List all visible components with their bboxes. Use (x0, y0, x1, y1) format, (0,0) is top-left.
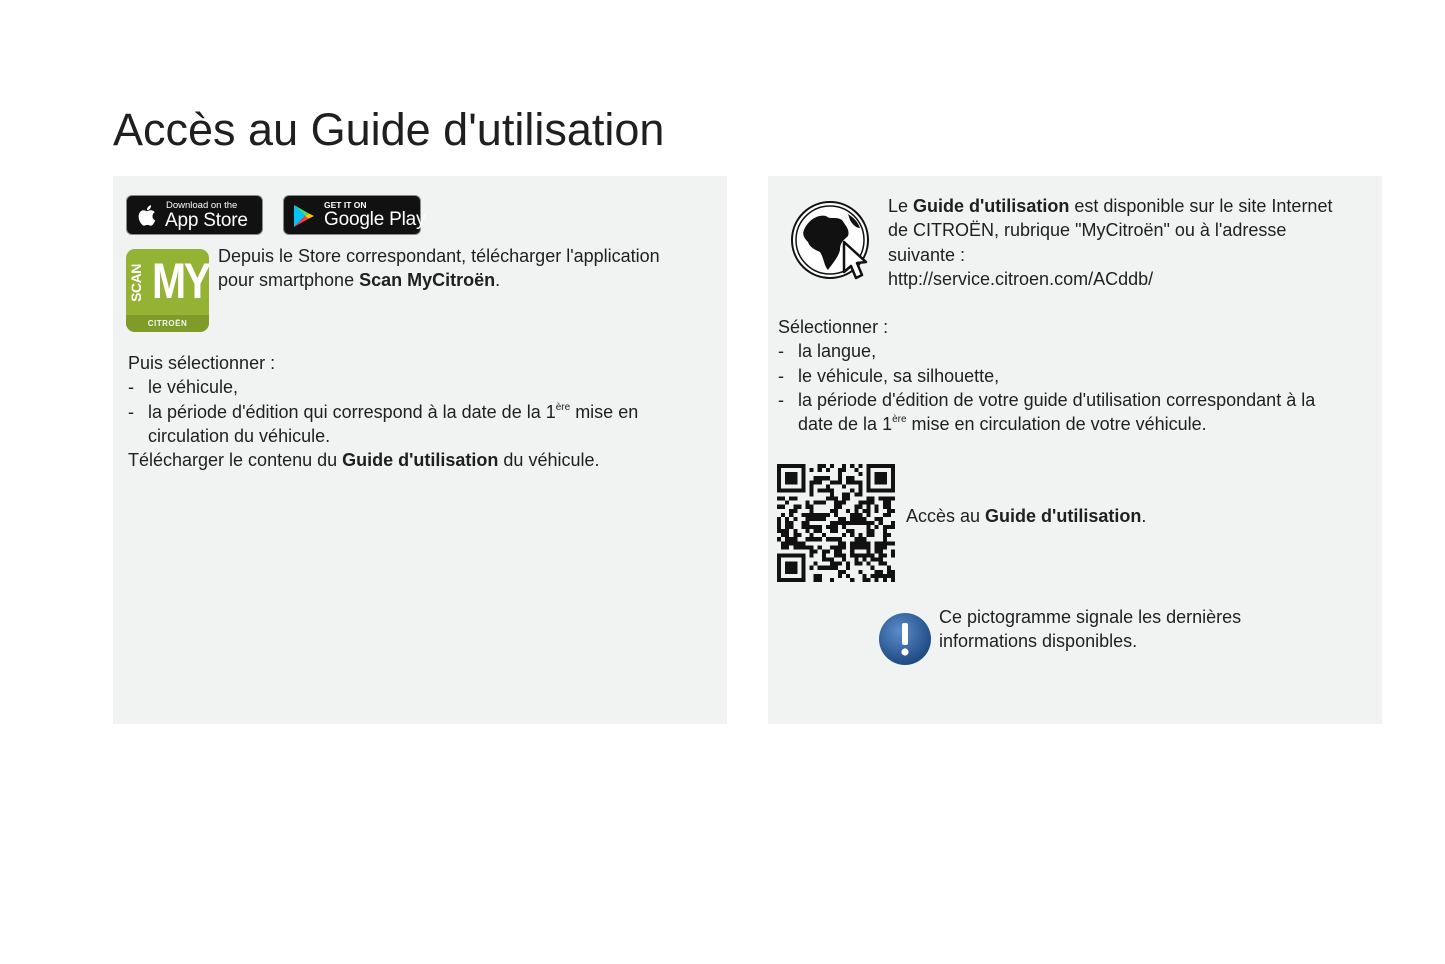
info-text (939, 605, 1241, 654)
google-play-small-label: GET IT ON (324, 200, 367, 210)
web-instructions (778, 315, 1378, 436)
google-play-badge[interactable] (283, 195, 426, 235)
app-icon-my-text: MY (152, 253, 209, 309)
scan-mycitroen-app-icon (126, 249, 209, 332)
list-item: - le véhicule, sa silhouette, (778, 365, 1000, 386)
web-access-panel (768, 176, 1382, 724)
apple-icon (137, 203, 159, 228)
download-text-end: du véhicule. (498, 450, 600, 471)
download-text: Télécharger le contenu du (128, 450, 343, 471)
app-intro-line1: Depuis le Store correspondant, télécharger l'application (218, 246, 660, 266)
bullet-text-end: mise en (570, 401, 639, 422)
web-intro-line3: suivante : (888, 244, 966, 265)
guide-url-link[interactable]: http://service.citroen.com/ACddb/ (888, 268, 1154, 289)
list-item: - la période d'édition de votre guide d'utilisation correspondant à la date de la 1ère mise en circulation de votre véhicule. (778, 389, 1316, 435)
web-intro-line1: est disponible sur le site Internet (1069, 196, 1333, 216)
web-intro-start: Le (888, 196, 914, 216)
qr-caption (906, 504, 1146, 528)
google-play-icon (292, 204, 316, 228)
bullet-text-line2: date de la 1 (798, 414, 893, 435)
app-intro-line2: pour smartphone (218, 270, 360, 291)
bullet-text: la période d'édition qui correspond à la date de la 1 (148, 401, 556, 422)
info-line2: informations disponibles. (939, 631, 1138, 652)
app-intro-text (218, 244, 660, 293)
info-line1: Ce pictogramme signale les dernières (939, 607, 1242, 627)
qr-caption-start: Accès au (906, 506, 986, 526)
select-heading: Sélectionner : (778, 317, 889, 337)
select-heading: Puis sélectionner : (128, 353, 276, 373)
app-store-badge[interactable] (126, 195, 263, 235)
page-title: Accès au Guide d'utilisation (113, 104, 665, 155)
app-access-panel (113, 176, 727, 724)
bullet-text: le véhicule, sa silhouette, (798, 365, 1000, 386)
bullet-text-end: mise en circulation de votre véhicule. (906, 414, 1207, 435)
list-item: - le véhicule, (128, 377, 239, 398)
bullet-text: le véhicule, (148, 377, 239, 398)
app-name: Scan MyCitroën (359, 270, 496, 291)
globe-cursor-icon (790, 200, 878, 290)
info-icon (878, 612, 932, 666)
web-intro-line2: de CITROËN, rubrique "MyCitroën" ou à l'adresse (888, 220, 1287, 241)
qr-code-icon[interactable] (777, 464, 895, 582)
bullet-text: la langue, (798, 341, 877, 362)
app-store-label: App Store (165, 210, 248, 231)
bullet-text: la période d'édition de votre guide d'utilisation correspondant à la (798, 389, 1316, 410)
app-store-small-label: Download on the (166, 200, 238, 211)
app-intro-end: . (495, 270, 501, 291)
qr-caption-end: . (1141, 506, 1147, 526)
guide-name: Guide d'utilisation (913, 196, 1070, 216)
app-instructions (128, 351, 718, 472)
superscript: ère (892, 414, 907, 426)
web-intro-text (888, 194, 1332, 291)
app-icon-brand: CITROËN (126, 315, 209, 332)
list-item: - la période d'édition qui correspond à la date de la 1ère mise en circulation du véhicule. (128, 401, 639, 446)
guide-name: Guide d'utilisation (342, 450, 499, 471)
bullet-text-line2: circulation du véhicule. (148, 425, 331, 446)
list-item: - la langue, (778, 341, 877, 362)
superscript: ère (555, 401, 571, 413)
app-icon-scan-text: SCAN (127, 264, 144, 302)
google-play-label: Google Play (324, 209, 426, 230)
guide-name: Guide d'utilisation (985, 506, 1142, 526)
